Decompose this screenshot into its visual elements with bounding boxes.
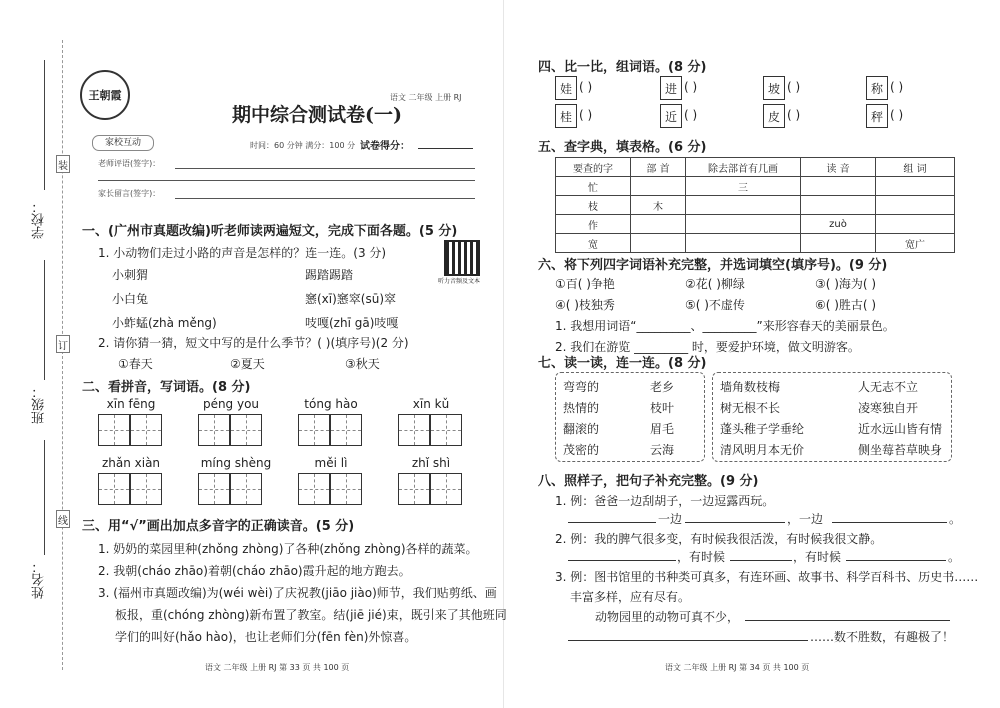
col-header: 除去部首有几画: [686, 158, 801, 177]
q3-line-2[interactable]: 2. 我朝(cháo zhāo)着朝(cháo zhāo)霞升起的地方跑去。: [98, 564, 411, 578]
q7-a-right-1[interactable]: 老乡: [650, 380, 675, 394]
table-cell: 宽: [556, 234, 631, 253]
table-cell: 木: [631, 196, 686, 215]
parent-comment-line[interactable]: [175, 198, 475, 199]
q8-blank-3a[interactable]: [745, 620, 950, 621]
q1-right-3[interactable]: 吱嘎(zhī gā)吱嘎: [305, 316, 399, 330]
name-label: 姓名：: [32, 560, 47, 599]
q8-e1-fill-3: 。: [949, 512, 962, 526]
page-divider: [503, 0, 504, 708]
q6-item-4[interactable]: ④( )枝独秀: [555, 298, 615, 312]
compare-char: 坡: [763, 76, 785, 100]
table-cell[interactable]: [801, 196, 876, 215]
q7-a-left-1[interactable]: 弯弯的: [563, 380, 600, 394]
school-line: [44, 60, 45, 190]
pinyin-7: měi lì: [314, 456, 348, 470]
table-row: [556, 215, 955, 234]
qr-caption: 听力音频及文本: [438, 278, 481, 285]
compare-answer-blank[interactable]: ( ): [890, 108, 904, 122]
table-row: [556, 234, 955, 253]
table-cell: 忙: [556, 177, 631, 196]
q1-sub2: 2. 请你猜一猜，短文中写的是什么季节？( )(填序号)(2 分): [98, 336, 409, 350]
col-header: 读 音: [801, 158, 876, 177]
q8-heading: 八、照样子，把句子补充完整。(9 分): [538, 474, 759, 489]
q1-opt-1: ①春天: [118, 357, 153, 371]
q7-a-right-2[interactable]: 枝叶: [650, 401, 675, 415]
q1-sub1: 1. 小动物们走过小路的声音是怎样的？连一连。(3 分): [98, 246, 387, 260]
compare-answer-blank[interactable]: ( ): [787, 108, 801, 122]
q7-b-left-2[interactable]: 树无根不长: [720, 401, 781, 415]
pinyin-3: tóng hào: [304, 397, 358, 411]
q7-b-right-1[interactable]: 人无志不立: [858, 380, 919, 394]
compare-char: 称: [866, 76, 888, 100]
table-cell: 枝: [556, 196, 631, 215]
q3-heading: 三、用“√”画出加点多音字的正确读音。(5 分): [82, 519, 355, 534]
score-field[interactable]: [418, 148, 473, 149]
q7-heading: 七、读一读，连一连。(8 分): [538, 356, 707, 371]
q6-item-5[interactable]: ⑤( )不虚传: [685, 298, 745, 312]
q8-prompt-3: 动物园里的动物可真不少，: [595, 610, 740, 624]
pinyin-4: xīn kǔ: [412, 397, 450, 411]
table-cell: 三: [686, 177, 801, 196]
school-label: 学校：: [32, 200, 47, 239]
q2-heading: 二、看拼音，写词语。(8 分): [82, 380, 251, 395]
teacher-comment-label: 老师评语(签字)：: [98, 159, 161, 168]
q7-b-left-4[interactable]: 清风明月本无价: [720, 443, 805, 457]
footer-right: 语文 二年级 上册 RJ 第 34 页 共 100 页: [665, 663, 810, 672]
compare-answer-blank[interactable]: ( ): [684, 80, 698, 94]
q7-a-left-4[interactable]: 茂密的: [563, 443, 600, 457]
compare-char: 近: [660, 104, 682, 128]
pinyin-5: zhǎn xiàn: [101, 456, 161, 470]
table-cell[interactable]: [686, 234, 801, 253]
table-cell[interactable]: [801, 177, 876, 196]
q7-a-left-3[interactable]: 翻滚的: [563, 422, 600, 436]
q3-line-5[interactable]: 学们的叫好(hǎo hào)，也让老师们分(fēn fèn)外惊喜。: [115, 630, 417, 644]
col-header: 部 首: [631, 158, 686, 177]
q6-sentence-2[interactable]: 2. 我们在游览 _________ 时，要爱护环境，做文明游客。: [555, 340, 860, 354]
parent-comment-label: 家长留言(签字)：: [98, 189, 161, 198]
q1-right-1[interactable]: 踢踏踢踏: [305, 268, 354, 282]
q8-ending-3: ……数不胜数，有趣极了！: [810, 630, 955, 644]
table-row: [556, 177, 955, 196]
q7-b-left-3[interactable]: 蓬头稚子学垂纶: [720, 422, 805, 436]
q8-blank-1a[interactable]: [568, 522, 656, 523]
table-cell[interactable]: [631, 215, 686, 234]
q8-blank-1b[interactable]: [685, 522, 785, 523]
cut-mark-1: 装: [56, 155, 70, 173]
class-label: 班级：: [32, 385, 47, 424]
q6-item-6[interactable]: ⑥( )胜古( ): [815, 298, 877, 312]
q1-left-1[interactable]: 小刺猬: [112, 268, 149, 282]
table-cell: zuò: [801, 215, 876, 234]
pinyin-8: zhǐ shì: [411, 456, 451, 470]
q3-line-4[interactable]: 板报，重(chóng zhòng)新布置了教室。结(jiē jié)束，既引来了其他班同: [115, 608, 507, 622]
q6-sentence-1[interactable]: 1. 我想用词语“_________、_________”来形容春天的美丽景色。: [555, 319, 895, 333]
page-title: 期中综合测试卷(一): [232, 104, 402, 126]
table-cell[interactable]: [876, 177, 955, 196]
q1-heading: 一、(广州市真题改编)听老师读两遍短文，完成下面各题。(5 分): [82, 224, 458, 239]
teacher-comment-line-2[interactable]: [98, 180, 475, 181]
q8-blank-2c[interactable]: [846, 560, 946, 561]
q8-e2-fill-1: ，有时候: [677, 550, 726, 564]
q7-a-left-2[interactable]: 热情的: [563, 401, 600, 415]
table-cell[interactable]: [631, 177, 686, 196]
q8-blank-1c[interactable]: [832, 522, 947, 523]
footer-left: 语文 二年级 上册 RJ 第 33 页 共 100 页: [205, 663, 350, 672]
pinyin-6: míng shèng: [200, 456, 272, 470]
q1-opt-3: ③秋天: [345, 357, 380, 371]
q6-item-3[interactable]: ③( )海为( ): [815, 277, 877, 291]
table-cell[interactable]: [801, 234, 876, 253]
compare-answer-blank[interactable]: ( ): [684, 108, 698, 122]
q6-heading: 六、将下列四字词语补充完整，并选词填空(填序号)。(9 分): [538, 258, 888, 273]
compare-char: 秤: [866, 104, 888, 128]
table-cell[interactable]: [631, 234, 686, 253]
pinyin-2: péng you: [202, 397, 260, 411]
q1-right-2[interactable]: 窸(xī)窸窣(sū)窣: [305, 292, 397, 306]
grid-1[interactable]: [98, 414, 162, 446]
subject-tags: 语文 二年级 上册 RJ: [390, 93, 462, 102]
name-line: [44, 440, 45, 555]
table-cell[interactable]: [876, 215, 955, 234]
grid-5[interactable]: [98, 473, 162, 505]
publisher-logo: 王朝霞: [80, 70, 130, 120]
q8-example-3-cont: 丰富多样，应有尽有。: [570, 590, 691, 604]
compare-char: 桂: [555, 104, 577, 128]
q7-b-left-1[interactable]: 墙角数枝梅: [720, 380, 781, 394]
q8-blank-3b[interactable]: [568, 640, 808, 641]
grid-7[interactable]: [298, 473, 362, 505]
table-cell: 作: [556, 215, 631, 234]
table-cell: 宽广: [876, 234, 955, 253]
compare-answer-blank[interactable]: ( ): [787, 80, 801, 94]
grid-4[interactable]: [398, 414, 462, 446]
q8-e1-fill-2: ，一边: [787, 512, 824, 526]
q1-opt-2: ②夏天: [230, 357, 265, 371]
q8-e2-fill-3: 。: [948, 550, 961, 564]
class-line: [44, 260, 45, 380]
q7-a-right-4[interactable]: 云海: [650, 443, 675, 457]
q7-b-right-3[interactable]: 近水远山皆有情: [858, 422, 943, 436]
q8-example-2: 2. 例：我的脾气很多变，有时候我很活泼，有时候我很文静。: [555, 532, 883, 546]
q8-e1-fill-1: 一边: [658, 512, 683, 526]
q8-example-1: 1. 例：爸爸一边刮胡子，一边逗露西玩。: [555, 494, 775, 508]
compare-char: 娃: [555, 76, 577, 100]
grid-2[interactable]: [198, 414, 262, 446]
grid-8[interactable]: [398, 473, 462, 505]
q7-a-right-3[interactable]: 眉毛: [650, 422, 675, 436]
table-header-row: [556, 158, 955, 177]
pinyin-1: xīn fēng: [106, 397, 156, 411]
col-header: 要查的字: [556, 158, 631, 177]
q1-left-3[interactable]: 小蚱蜢(zhà měng): [112, 316, 217, 330]
q5-heading: 五、查字典，填表格。(6 分): [538, 140, 707, 155]
table-cell[interactable]: [686, 196, 801, 215]
q8-e2-fill-2: ，有时候: [793, 550, 842, 564]
q6-item-2[interactable]: ②花( )柳绿: [685, 277, 745, 291]
table-cell[interactable]: [686, 215, 801, 234]
dictionary-table: [555, 157, 955, 253]
compare-answer-blank[interactable]: ( ): [579, 108, 593, 122]
compare-answer-blank[interactable]: ( ): [890, 80, 904, 94]
q3-line-3[interactable]: 3. (福州市真题改编)为(wéi wèi)了庆祝教(jiāo jiào)师节，我们贴剪纸、画: [98, 586, 497, 600]
grid-6[interactable]: [198, 473, 262, 505]
table-cell[interactable]: [876, 196, 955, 215]
score-label: 试卷得分：: [360, 141, 410, 152]
table-row: [556, 196, 955, 215]
q3-line-1[interactable]: 1. 奶奶的菜园里种(zhǒng zhòng)了各种(zhǒng zhòng)各样的蔬菜。: [98, 542, 478, 556]
q8-blank-2b[interactable]: [730, 560, 792, 561]
q7-b-right-4[interactable]: 侧坐莓苔草映身: [858, 443, 943, 457]
q8-example-3: 3. 例：图书馆里的书种类可真多，有连环画、故事书、科学百科书、历史书……: [555, 570, 979, 584]
interact-badge: 家校互动: [92, 135, 154, 151]
compare-answer-blank[interactable]: ( ): [579, 80, 593, 94]
exam-info: 时间：60 分钟 满分：100 分: [250, 141, 356, 150]
compare-char: 进: [660, 76, 682, 100]
compare-char: 皮: [763, 104, 785, 128]
cut-mark-3: 线: [56, 510, 70, 528]
q6-item-1[interactable]: ①百( )争艳: [555, 277, 615, 291]
q8-blank-2a[interactable]: [568, 560, 676, 561]
q7-b-right-2[interactable]: 凌寒独自开: [858, 401, 919, 415]
teacher-comment-line[interactable]: [175, 168, 475, 169]
cut-mark-2: 订: [56, 335, 70, 353]
q1-left-2[interactable]: 小白兔: [112, 292, 149, 306]
grid-3[interactable]: [298, 414, 362, 446]
binding-line: [62, 40, 64, 670]
q4-heading: 四、比一比，组词语。(8 分): [538, 60, 707, 75]
qr-code[interactable]: [444, 240, 480, 276]
col-header: 组 词: [876, 158, 955, 177]
